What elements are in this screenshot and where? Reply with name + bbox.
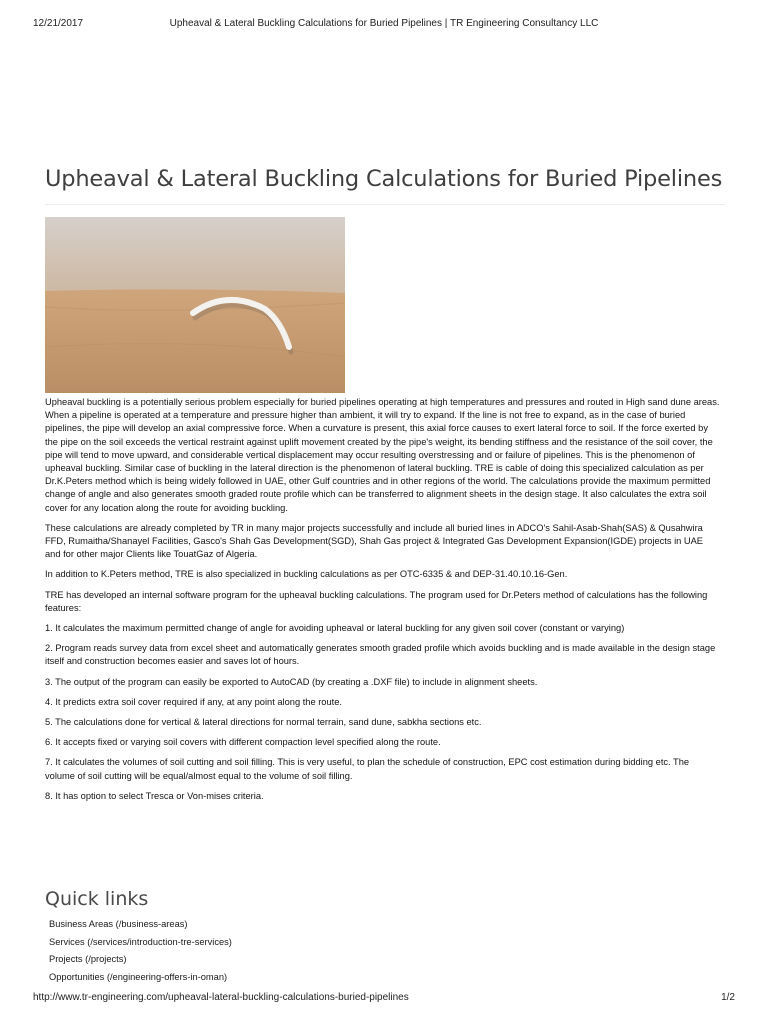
photo-sand xyxy=(45,289,345,393)
feature-item: 1. It calculates the maximum permitted change of angle for avoiding upheaval or lateral buckling for any given soil cover (constant or varying) xyxy=(45,623,625,634)
print-page-title: Upheaval & Lateral Buckling Calculations for Buried Pipelines | TR Engineering Consultancy LLC xyxy=(169,18,599,29)
feature-item: 3. The output of the program can easily be exported to AutoCAD (by creating a .DXF file) to include in alignment sheets. xyxy=(45,676,538,687)
quick-links xyxy=(45,888,725,986)
photo-sky xyxy=(45,217,345,293)
print-date: 12/21/2017 xyxy=(33,18,84,29)
pipeline-photo xyxy=(45,217,345,393)
quick-links-title: Quick links xyxy=(45,888,149,910)
page-title: Upheaval & Lateral Buckling Calculations for Buried Pipelines xyxy=(45,166,725,205)
paragraph: In addition to K.Peters method, TRE is also specialized in buckling calculations as per OTC-6335 & and DEP-31.40.10.16-Gen. xyxy=(45,569,568,580)
feature-item: 4. It predicts extra soil cover required if any, at any point along the route. xyxy=(45,696,342,707)
paragraph: These calculations are already completed by TR in many major projects successfully and include all buried lines in ADCO's Sahil-Asab-Shah(SAS) & Qusahwira FFD, Rumaitha/Shanayel Facilities, Gasco's Shah Gas Development(SGD), Shah Gas project & Integrated Gas Development Expansion(IGDE) projects in UAE and for other major Clients like TouatGaz of Algeria. xyxy=(45,522,704,560)
quick-link-opportunities[interactable]: Opportunities (/engineering-offers-in-oman) xyxy=(49,971,228,982)
feature-item: 5. The calculations done for vertical & lateral directions for normal terrain, sand dune, sabkha sections etc. xyxy=(45,717,482,728)
article xyxy=(45,166,725,810)
print-header xyxy=(0,18,768,32)
feature-list xyxy=(45,622,721,803)
page-number: 1/2 xyxy=(721,992,735,1003)
feature-item: 6. It accepts fixed or varying soil covers with different compaction level specified along the route. xyxy=(45,737,441,748)
feature-item: 7. It calculates the volumes of soil cutting and soil filling. This is very useful, to plan the schedule of construction, EPC cost estimation during bidding etc. The volume of soil cutting will be equal/almost equal to the volume of soil filling. xyxy=(45,757,690,781)
print-footer xyxy=(0,992,768,1006)
feature-item: 8. It has option to select Tresca or Von-mises criteria. xyxy=(45,790,264,801)
paragraph: Upheaval buckling is a potentially serious problem especially for buried pipelines operating at high temperatures and pressures and routed in High sand dune areas. When a pipeline is operated at a temperature and pressure higher than ambient, it will try to expand. If the line is not free to expand, as in the case of buried pipelines, the pipe will develop an axial compressive force. When a curvature is present, this axial force causes to exert lateral force to soil. If the force exerted by the pipe on the soil exceeds the vertical restraint against uplift movement created by the pipe's weight, its bending stiffness and the resistance of the soil cover, the pipe will tend to move upward, and considerable vertical displacement may occur resulting overstressing and or failure of pipelines. This is the phenomenon of upheaval buckling. Similar case of buckling in the lateral direction is the phenomenon of lateral buckling. TRE is cable of doing this specialized calculation as per Dr.K.Peters method which is being widely followed in UAE, other Gulf countries and in other regions of the world. The calculations provide the maximum permitted change of angle and also generates smooth graded route profile which can be transferred to alignment sheets in the design stage. It also calculates the extra soil cover for any location along the route for avoiding buckling. xyxy=(45,397,720,513)
feature-item: 2. Program reads survey data from excel sheet and automatically generates smooth graded profile which avoids buckling and is made available in the design stage itself and construction becomes easier and saves lot of hours. xyxy=(45,643,716,667)
quick-link-services[interactable]: Services (/services/introduction-tre-services) xyxy=(49,936,232,947)
quick-link-business-areas[interactable]: Business Areas (/business-areas) xyxy=(49,919,188,929)
quick-link-projects[interactable]: Projects (/projects) xyxy=(49,954,127,964)
print-url: http://www.tr-engineering.com/upheaval-lateral-buckling-calculations-buried-pipelines xyxy=(33,992,409,1003)
paragraph: TRE has developed an internal software program for the upheaval buckling calculations. The program used for Dr.Peters method of calculations has the following features: xyxy=(45,589,708,613)
article-body xyxy=(45,396,721,803)
